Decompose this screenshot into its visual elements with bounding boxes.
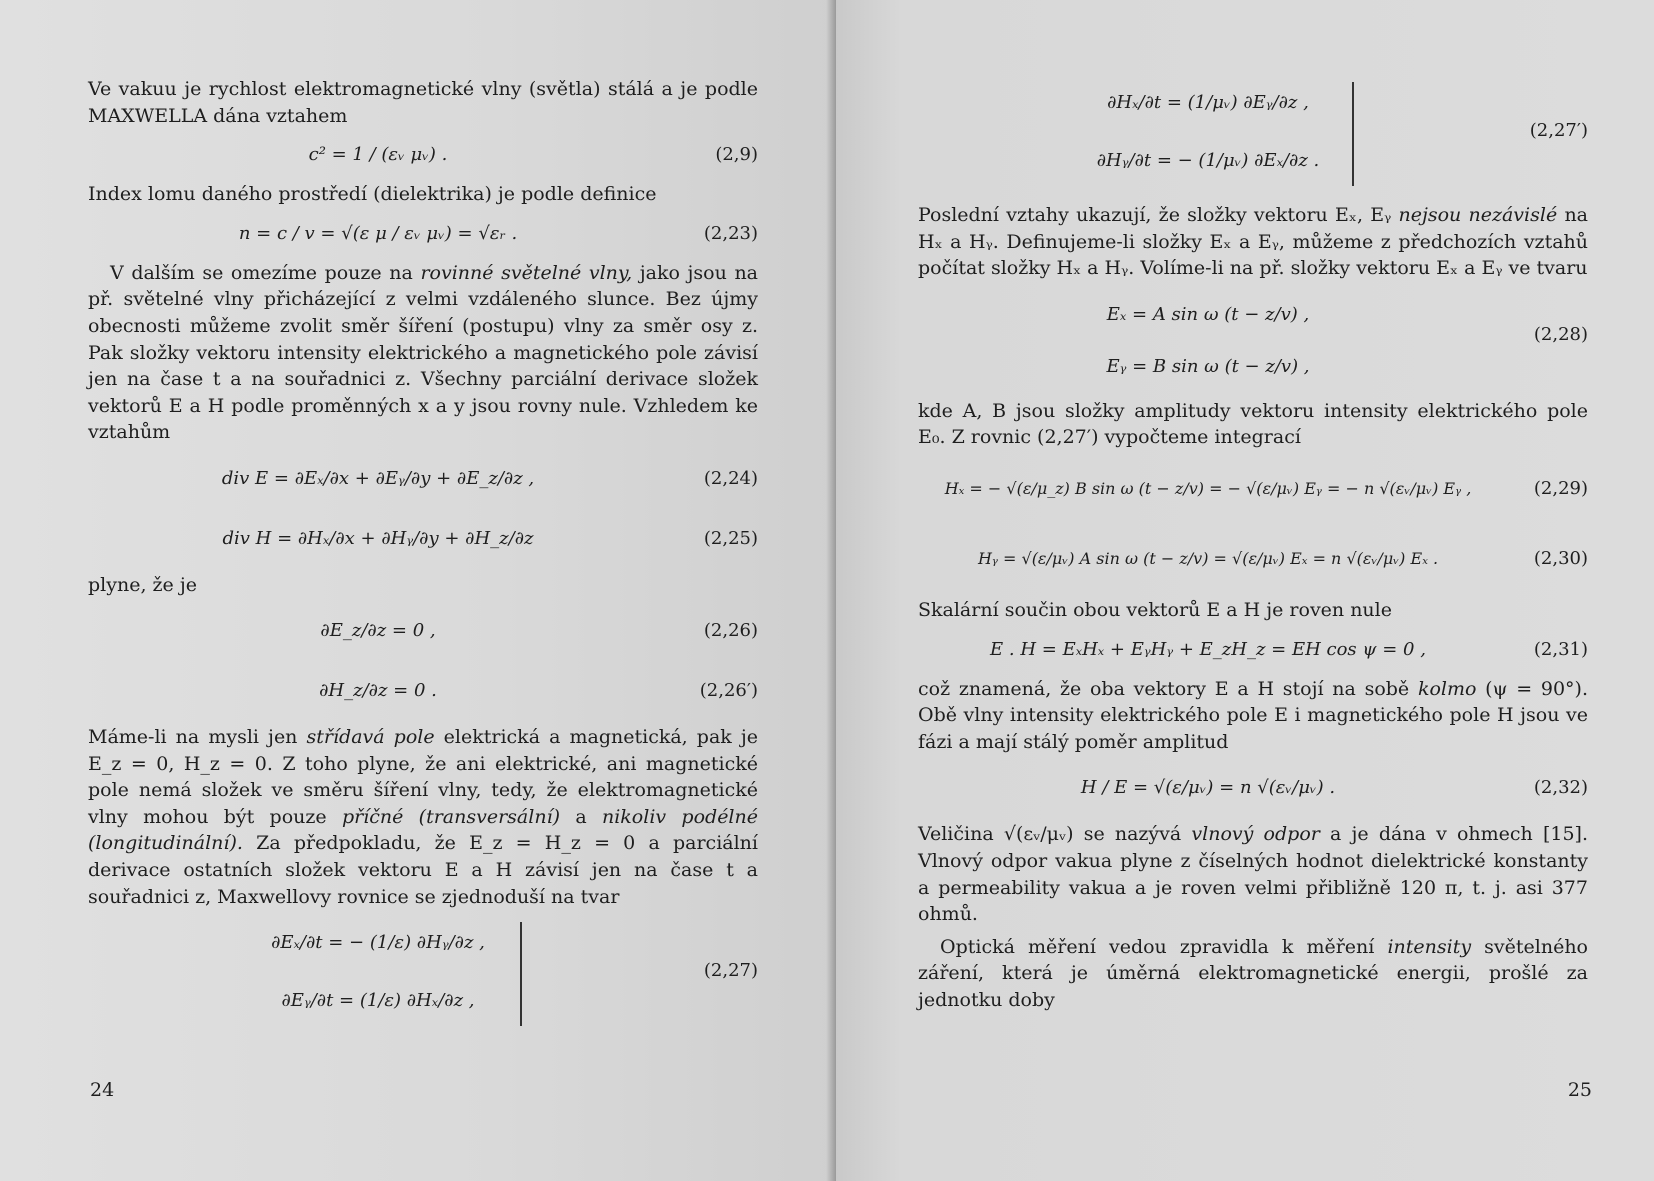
bracket-line [1352, 82, 1354, 186]
italic-text: kolmo [1417, 677, 1477, 700]
equation-number: (2,30) [1533, 547, 1588, 569]
equation-2-26-prime [88, 664, 758, 718]
equation-2-25 [88, 512, 758, 566]
equation-2-28 [918, 288, 1588, 392]
equation-number: (2,29) [1533, 477, 1588, 499]
right-page [836, 0, 1654, 1181]
equation-2-23 [88, 214, 758, 254]
equation-line: ∂Eᵧ/∂t = (1/ε) ∂Hₓ/∂z , [281, 990, 475, 1012]
equation-expr: n = c / v = √(ε μ / εᵥ μᵥ) = √εᵣ . [238, 222, 518, 244]
equation-number: (2,26) [703, 619, 758, 641]
page-number: 25 [1567, 1079, 1592, 1101]
paragraph-amplitude: kde A, B jsou složky amplitudy vektoru intensity elektrického pole E₀. Z rovnic (2,27′) vypočteme integrací [918, 399, 1588, 449]
italic-text: nikoliv podélné (longitudinální). [88, 805, 758, 855]
italic-text: střídavá pole [306, 725, 435, 748]
text-run: a je dána v ohmech [15]. Vlnový odpor vakua plyne z číselných hodnot dielektrické konstanty a permeability vakua a je roven velmi přibližně 120 π, t. j. asi 377 ohmů. [918, 823, 1589, 926]
text-run: Poslední vztahy ukazují, že složky vektoru Eₓ, Eᵧ [918, 204, 1392, 226]
italic-text: nejsou nezávislé [1398, 204, 1558, 226]
equation-number: (2,27) [703, 960, 758, 982]
bracket-line [520, 922, 522, 1026]
page-number: 24 [90, 1079, 115, 1101]
equation-expr: Hᵧ = √(ε/μᵥ) A sin ω (t − z/v) = √(ε/μᵥ) Eₓ = n √(εᵥ/μᵥ) Eₓ . [977, 548, 1439, 568]
paragraph-optical-measurement [918, 934, 1588, 1014]
paragraph-transverse-waves [88, 724, 758, 910]
text-run: což znamená, že oba vektory E a H stojí na sobě [918, 677, 1410, 700]
equation-expr: div E = ∂Eₓ/∂x + ∂Eᵧ/∂y + ∂E_z/∂z , [221, 467, 535, 489]
left-text-column [88, 76, 758, 1038]
equation-2-27 [88, 916, 758, 1032]
equation-number: (2,26′) [699, 679, 758, 701]
equation-expr: H / E = √(ε/μᵥ) = n √(εᵥ/μᵥ) . [1080, 777, 1336, 799]
equation-2-29 [918, 457, 1588, 521]
text-run: elektrická a magnetická, pak je E_z = 0, H_z = 0. Z toho plyne, že ani elektrické, ani magnetické pole nemá složek ve směru šíření vlny, tedy, že elektromagnetické vlny mohou být pouze [88, 725, 758, 828]
equation-expr: ∂E_z/∂z = 0 , [320, 619, 436, 641]
text-run: Optická měření vedou zpravidla k měření [940, 935, 1375, 958]
equation-line: ∂Hₓ/∂t = (1/μᵥ) ∂Eᵧ/∂z , [1107, 92, 1309, 113]
equation-line: Eᵧ = B sin ω (t − z/v) , [1106, 355, 1310, 377]
italic-text: rovinné světelné vlny, [420, 261, 633, 284]
text-run: (ψ = 90°). Obě vlny intensity elektrického pole E i magnetického pole H jsou ve fázi a mají stálý poměr amplitud [918, 677, 1589, 753]
equation-number: (2,9) [715, 144, 758, 166]
text-run: Veličina √(εᵥ/μᵥ) se nazývá [918, 823, 1182, 846]
paragraph-scalar-product: Skalární součin obou vektorů E a H je roven nule [918, 598, 1392, 621]
equation-expr: Hₓ = − √(ε/μ_z) B sin ω (t − z/v) = − √(ε/μᵥ) Eᵧ = − n √(εᵥ/μᵥ) Eᵧ , [944, 478, 1472, 498]
italic-text: intensity [1387, 935, 1472, 958]
text-run: na Hₓ a Hᵧ. Definujeme-li složky Eₓ a Eᵧ, můžeme z předchozích vztahů počítat složky Hₓ a Hᵧ. Volíme-li na př. složky vektoru Eₓ a Eᵧ ve tvaru [918, 204, 1589, 280]
equation-number: (2,31) [1533, 638, 1588, 660]
equation-number: (2,25) [703, 527, 758, 549]
equation-expr: E . H = EₓHₓ + EᵧHᵧ + E_zH_z = EH cos ψ = 0 , [990, 638, 1426, 660]
italic-text: příčné (transversální) [341, 805, 561, 828]
text-run: světelného záření, která je úměrná elektromagnetické energii, prošlé za jednotku doby [918, 935, 1588, 1011]
equation-number: (2,32) [1533, 777, 1588, 799]
text-run: Máme-li na mysli jen [88, 725, 298, 748]
equation-expr: ∂H_z/∂z = 0 . [319, 679, 437, 701]
text-run: Za předpokladu, že E_z = H_z = 0 a parciální derivace ostatních složek vektoru E a H závisí jen na čase t a souřadnici z, Maxwellovy rovnice se zjednoduší na tvar [88, 832, 758, 908]
right-text-column [918, 76, 1588, 1014]
equation-2-30 [918, 527, 1588, 591]
equation-2-26 [88, 604, 758, 658]
equation-line: ∂Hᵧ/∂t = − (1/μᵥ) ∂Eₓ/∂z . [1096, 150, 1320, 171]
equation-expr: div H = ∂Hₓ/∂x + ∂Hᵧ/∂y + ∂H_z/∂z [222, 527, 534, 549]
paragraph-index-of-refraction: Index lomu daného prostředí (dielektrika) je podle definice [88, 183, 657, 206]
paragraph-not-independent [918, 202, 1588, 282]
text-run: jako jsou na př. světelné vlny přicházející z velmi vzdáleného slunce. Bez újmy obecnosti můžeme zvolit směr šíření (postupu) vlny za směr osy z. Pak složky vektoru intensity elektrického a magnetického pole závisí jen na čase t a na souřadnici z. Všechny parciální derivace složek vektorů E a H podle proměnných x a y jsou rovny nule. Vzhledem ke vztahům [88, 261, 759, 444]
plyne-label: plyne, že je [88, 573, 197, 596]
equation-number: (2,24) [703, 467, 758, 489]
equation-expr: c² = 1 / (εᵥ μᵥ) . [308, 144, 448, 166]
equation-2-24 [88, 452, 758, 506]
paragraph-wave-impedance [918, 821, 1588, 927]
italic-text: vlnový odpor [1191, 823, 1320, 846]
text-run: V dalším se omezíme pouze na [110, 261, 413, 284]
text-run: a [575, 805, 587, 828]
equation-2-27-prime [918, 76, 1588, 192]
equation-2-9 [88, 135, 758, 175]
paragraph-maxwell: Ve vakuu je rychlost elektromagnetické vlny (světla) stálá a je podle MAXWELLA dána vztahem [88, 78, 758, 127]
paragraph-plane-waves [88, 260, 758, 446]
equation-line: Eₓ = A sin ω (t − z/v) , [1106, 303, 1310, 325]
equation-2-32 [918, 761, 1588, 815]
equation-line: ∂Eₓ/∂t = − (1/ε) ∂Hᵧ/∂z , [271, 932, 485, 954]
equation-number: (2,28) [1533, 323, 1588, 345]
equation-number: (2,27′) [1529, 120, 1588, 141]
equation-2-31 [918, 630, 1588, 670]
equation-number: (2,23) [703, 222, 758, 244]
paragraph-perpendicular [918, 676, 1588, 756]
